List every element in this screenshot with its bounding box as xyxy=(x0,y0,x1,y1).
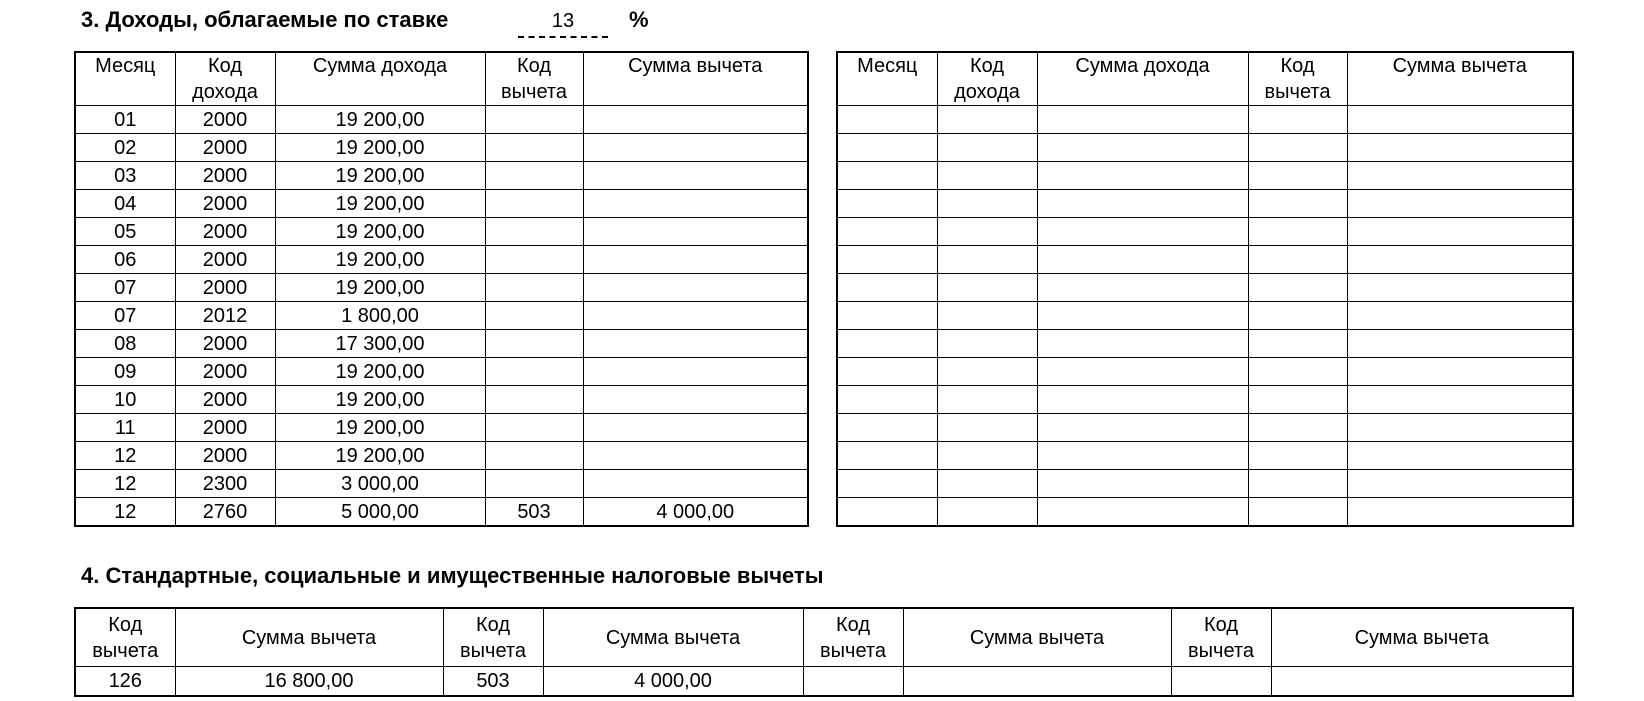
deduction-amount-cell xyxy=(1347,498,1573,527)
col-month-header: Месяц xyxy=(75,52,175,106)
income-code-cell: 2000 xyxy=(175,162,275,190)
deduction-amount-cell xyxy=(583,162,808,190)
income-amount-cell xyxy=(1037,498,1248,527)
income-amount-cell: 19 200,00 xyxy=(275,134,485,162)
income-code-cell xyxy=(937,106,1037,134)
table-row xyxy=(837,386,1573,414)
month-cell: 07 xyxy=(75,274,175,302)
month-cell xyxy=(837,106,937,134)
income-amount-cell: 19 200,00 xyxy=(275,386,485,414)
month-cell: 02 xyxy=(75,134,175,162)
deduction-amount-cell xyxy=(1347,106,1573,134)
table-row xyxy=(75,134,808,162)
deductions-row xyxy=(75,667,1573,697)
income-code-cell: 2000 xyxy=(175,330,275,358)
income-amount-cell: 19 200,00 xyxy=(275,218,485,246)
deduction-amount-cell xyxy=(1347,190,1573,218)
table-row xyxy=(837,246,1573,274)
income-amount-cell: 17 300,00 xyxy=(275,330,485,358)
table-row xyxy=(837,498,1573,527)
col-deduction-amount-header: Сумма вычета xyxy=(583,52,808,106)
deduction-code-cell xyxy=(1248,302,1347,330)
month-cell: 12 xyxy=(75,498,175,527)
income-amount-cell: 19 200,00 xyxy=(275,274,485,302)
section-4-title: 4. Стандартные, социальные и имущественные налоговые вычеты xyxy=(81,563,824,588)
col-income-amount-header: Сумма дохода xyxy=(275,52,485,106)
deduction-code-cell xyxy=(1248,218,1347,246)
table-row xyxy=(75,470,808,498)
income-amount-cell: 19 200,00 xyxy=(275,358,485,386)
income-amount-cell: 19 200,00 xyxy=(275,190,485,218)
income-table-right xyxy=(836,51,1574,527)
deduction-code-header: Код вычета xyxy=(75,608,175,667)
income-code-cell: 2000 xyxy=(175,414,275,442)
deduction-amount-cell xyxy=(583,470,808,498)
deduction-code-cell xyxy=(485,106,583,134)
deduction-amount-cell xyxy=(1347,442,1573,470)
deduction-amount-cell xyxy=(583,274,808,302)
table-row xyxy=(837,106,1573,134)
deduction-code-header: Код вычета xyxy=(803,608,903,667)
month-cell: 11 xyxy=(75,414,175,442)
income-amount-cell: 19 200,00 xyxy=(275,106,485,134)
deduction-amount-cell xyxy=(1347,386,1573,414)
deduction-amount-header: Сумма вычета xyxy=(1271,608,1573,667)
income-code-cell: 2760 xyxy=(175,498,275,527)
income-amount-cell: 19 200,00 xyxy=(275,442,485,470)
deduction-code-cell xyxy=(1248,414,1347,442)
deduction-amount-cell xyxy=(1347,246,1573,274)
col-deduction-code-header: Код вычета xyxy=(485,52,583,106)
deduction-code-cell xyxy=(803,667,903,697)
month-cell xyxy=(837,302,937,330)
month-cell xyxy=(837,470,937,498)
income-code-cell xyxy=(937,358,1037,386)
income-code-cell: 2000 xyxy=(175,386,275,414)
deductions-table xyxy=(74,607,1574,697)
deduction-amount-cell: 4 000,00 xyxy=(583,498,808,527)
table-row xyxy=(75,442,808,470)
deduction-amount-cell xyxy=(903,667,1171,697)
deduction-amount-cell xyxy=(1347,302,1573,330)
deduction-code-cell xyxy=(485,246,583,274)
deduction-amount-cell xyxy=(583,442,808,470)
deduction-amount-cell xyxy=(1271,667,1573,697)
deduction-code-cell xyxy=(485,470,583,498)
deduction-amount-cell xyxy=(583,218,808,246)
income-code-cell: 2000 xyxy=(175,134,275,162)
income-code-cell xyxy=(937,274,1037,302)
income-code-cell xyxy=(937,442,1037,470)
month-cell: 01 xyxy=(75,106,175,134)
income-code-cell: 2000 xyxy=(175,358,275,386)
table-row xyxy=(837,302,1573,330)
deduction-amount-header: Сумма вычета xyxy=(543,608,803,667)
income-amount-cell xyxy=(1037,470,1248,498)
col-deduction-code-header: Код вычета xyxy=(1248,52,1347,106)
col-deduction-amount-header: Сумма вычета xyxy=(1347,52,1573,106)
income-code-cell: 2300 xyxy=(175,470,275,498)
month-cell xyxy=(837,358,937,386)
income-table-left xyxy=(74,51,809,527)
table-row xyxy=(837,162,1573,190)
deduction-amount-cell xyxy=(583,330,808,358)
deduction-amount-header: Сумма вычета xyxy=(175,608,443,667)
deduction-amount-cell xyxy=(1347,358,1573,386)
month-cell: 12 xyxy=(75,470,175,498)
month-cell xyxy=(837,218,937,246)
table-row xyxy=(75,162,808,190)
table-row xyxy=(837,218,1573,246)
deduction-code-cell xyxy=(1248,442,1347,470)
deductions-header-row xyxy=(75,608,1573,667)
month-cell: 07 xyxy=(75,302,175,330)
table-row xyxy=(75,386,808,414)
deduction-code-cell xyxy=(1248,162,1347,190)
income-amount-cell xyxy=(1037,274,1248,302)
table-row xyxy=(837,470,1573,498)
deduction-code-cell xyxy=(485,442,583,470)
table-row xyxy=(75,246,808,274)
deduction-code-header: Код вычета xyxy=(1171,608,1271,667)
deduction-amount-cell xyxy=(583,386,808,414)
table-row xyxy=(75,218,808,246)
col-income-code-header: Код дохода xyxy=(937,52,1037,106)
income-amount-cell xyxy=(1037,414,1248,442)
deduction-code-cell: 503 xyxy=(443,667,543,697)
deduction-code-cell xyxy=(485,330,583,358)
deduction-code-header: Код вычета xyxy=(443,608,543,667)
income-code-cell: 2000 xyxy=(175,274,275,302)
percent-sign: % xyxy=(629,7,649,32)
month-cell xyxy=(837,190,937,218)
deduction-code-cell xyxy=(1171,667,1271,697)
deduction-amount-cell xyxy=(583,190,808,218)
deduction-code-cell xyxy=(485,302,583,330)
income-code-cell xyxy=(937,470,1037,498)
deduction-code-cell xyxy=(485,386,583,414)
deduction-amount-cell xyxy=(583,246,808,274)
month-cell xyxy=(837,134,937,162)
month-cell xyxy=(837,274,937,302)
deduction-code-cell xyxy=(485,134,583,162)
income-amount-cell xyxy=(1037,358,1248,386)
income-amount-cell xyxy=(1037,218,1248,246)
income-amount-cell xyxy=(1037,442,1248,470)
table-row xyxy=(837,358,1573,386)
table-row xyxy=(75,302,808,330)
income-code-cell xyxy=(937,330,1037,358)
income-rows-left xyxy=(75,106,808,527)
table-row xyxy=(75,498,808,527)
deduction-amount-cell xyxy=(583,134,808,162)
income-code-cell xyxy=(937,498,1037,527)
deduction-code-cell xyxy=(1248,190,1347,218)
deduction-amount-cell: 4 000,00 xyxy=(543,667,803,697)
deduction-code-cell xyxy=(1248,358,1347,386)
income-code-cell xyxy=(937,134,1037,162)
income-amount-cell xyxy=(1037,386,1248,414)
table-row xyxy=(837,190,1573,218)
month-cell xyxy=(837,386,937,414)
income-code-cell xyxy=(937,386,1037,414)
income-amount-cell xyxy=(1037,106,1248,134)
income-amount-cell: 19 200,00 xyxy=(275,162,485,190)
income-code-cell xyxy=(937,414,1037,442)
table-row xyxy=(75,274,808,302)
deduction-code-cell xyxy=(485,358,583,386)
month-cell xyxy=(837,330,937,358)
deduction-amount-cell xyxy=(1347,330,1573,358)
deduction-code-cell xyxy=(1248,246,1347,274)
month-cell xyxy=(837,498,937,527)
income-amount-cell xyxy=(1037,190,1248,218)
income-amount-cell xyxy=(1037,302,1248,330)
deduction-amount-header: Сумма вычета xyxy=(903,608,1171,667)
deduction-code-cell xyxy=(1248,330,1347,358)
table-row xyxy=(75,330,808,358)
month-cell: 03 xyxy=(75,162,175,190)
income-amount-cell: 19 200,00 xyxy=(275,414,485,442)
month-cell: 04 xyxy=(75,190,175,218)
deduction-code-cell xyxy=(485,274,583,302)
income-rows-right xyxy=(837,106,1573,527)
table-row xyxy=(837,330,1573,358)
income-amount-cell: 3 000,00 xyxy=(275,470,485,498)
deduction-code-cell xyxy=(1248,498,1347,527)
month-cell xyxy=(837,162,937,190)
deduction-code-cell: 503 xyxy=(485,498,583,527)
income-code-cell xyxy=(937,302,1037,330)
table-row xyxy=(75,190,808,218)
deduction-code-cell xyxy=(1248,470,1347,498)
deduction-amount-cell xyxy=(583,302,808,330)
income-code-cell: 2000 xyxy=(175,190,275,218)
income-amount-cell xyxy=(1037,134,1248,162)
income-code-cell xyxy=(937,218,1037,246)
deduction-amount-cell xyxy=(1347,470,1573,498)
income-amount-cell xyxy=(1037,246,1248,274)
deduction-code-cell xyxy=(1248,106,1347,134)
deduction-code-cell xyxy=(1248,386,1347,414)
col-income-code-header: Код дохода xyxy=(175,52,275,106)
month-cell xyxy=(837,442,937,470)
deduction-code-cell xyxy=(485,190,583,218)
income-amount-cell: 19 200,00 xyxy=(275,246,485,274)
deduction-amount-cell xyxy=(1347,274,1573,302)
table-row xyxy=(837,274,1573,302)
income-code-cell xyxy=(937,246,1037,274)
income-amount-cell: 1 800,00 xyxy=(275,302,485,330)
income-code-cell: 2012 xyxy=(175,302,275,330)
income-code-cell: 2000 xyxy=(175,218,275,246)
month-cell xyxy=(837,414,937,442)
table-row xyxy=(75,358,808,386)
deduction-amount-cell: 16 800,00 xyxy=(175,667,443,697)
month-cell: 08 xyxy=(75,330,175,358)
deduction-code-cell: 126 xyxy=(75,667,175,697)
income-code-cell xyxy=(937,162,1037,190)
deduction-amount-cell xyxy=(1347,218,1573,246)
deduction-amount-cell xyxy=(583,106,808,134)
income-code-cell: 2000 xyxy=(175,246,275,274)
deduction-code-cell xyxy=(485,218,583,246)
deduction-code-cell xyxy=(485,162,583,190)
month-cell xyxy=(837,246,937,274)
col-month-header: Месяц xyxy=(837,52,937,106)
month-cell: 06 xyxy=(75,246,175,274)
income-amount-cell: 5 000,00 xyxy=(275,498,485,527)
month-cell: 05 xyxy=(75,218,175,246)
income-code-cell xyxy=(937,190,1037,218)
month-cell: 09 xyxy=(75,358,175,386)
month-cell: 12 xyxy=(75,442,175,470)
deduction-amount-cell xyxy=(1347,134,1573,162)
col-income-amount-header: Сумма дохода xyxy=(1037,52,1248,106)
table-row xyxy=(837,442,1573,470)
income-amount-cell xyxy=(1037,162,1248,190)
deduction-amount-cell xyxy=(583,358,808,386)
income-code-cell: 2000 xyxy=(175,442,275,470)
income-code-cell: 2000 xyxy=(175,106,275,134)
deduction-code-cell xyxy=(1248,274,1347,302)
section-3-title: 3. Доходы, облагаемые по ставке xyxy=(81,7,449,32)
income-amount-cell xyxy=(1037,330,1248,358)
deduction-amount-cell xyxy=(583,414,808,442)
deduction-code-cell xyxy=(1248,134,1347,162)
month-cell: 10 xyxy=(75,386,175,414)
deduction-amount-cell xyxy=(1347,414,1573,442)
table-row xyxy=(75,106,808,134)
deduction-amount-cell xyxy=(1347,162,1573,190)
table-row xyxy=(837,414,1573,442)
tax-rate-value: 13 xyxy=(518,8,608,38)
table-row xyxy=(837,134,1573,162)
deduction-code-cell xyxy=(485,414,583,442)
table-row xyxy=(75,414,808,442)
